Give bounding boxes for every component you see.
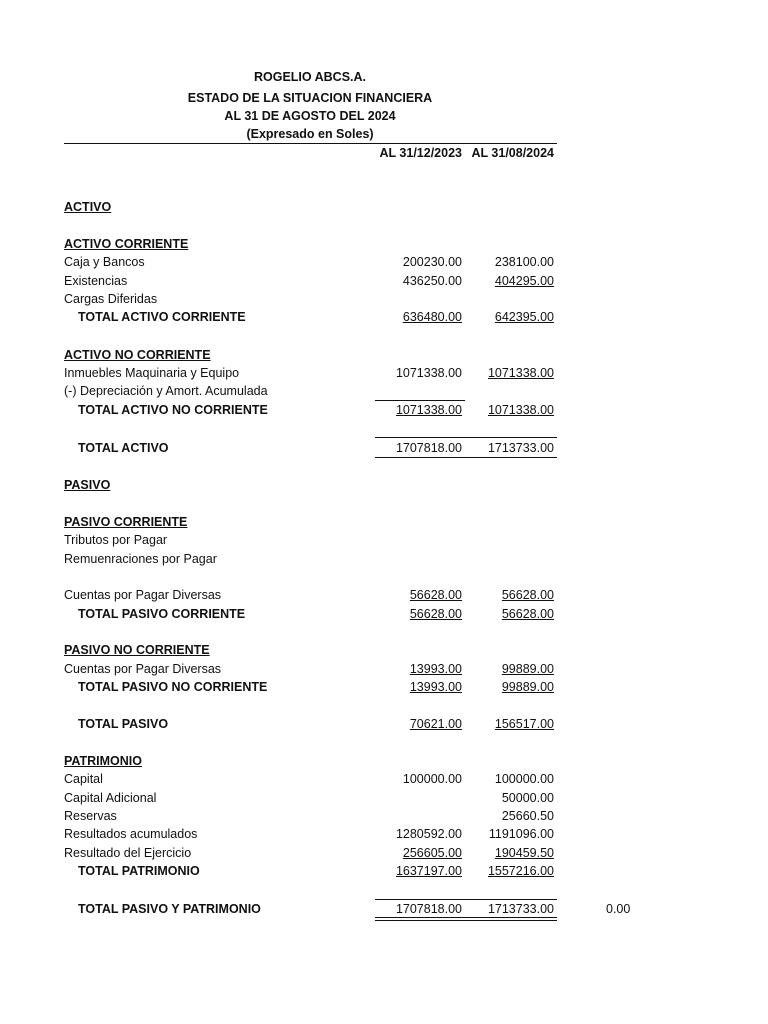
value-2024: 99889.00 [501, 680, 554, 694]
total-bottom-rule [375, 457, 557, 458]
value-2023: 1071338.00 [395, 403, 462, 417]
value-2024: 1713733.00 [487, 441, 554, 455]
total-label: TOTAL PASIVO Y PATRIMONIO [78, 902, 261, 916]
row-tributos [0, 533, 768, 551]
value-2024: 100000.00 [494, 772, 554, 786]
column-header-2023: AL 31/12/2023 [379, 146, 462, 160]
value-2024: 1557216.00 [487, 864, 554, 878]
row-label: Existencias [64, 274, 128, 288]
subsection-activo-corriente [0, 237, 768, 255]
subsection-pasivo-corriente [0, 515, 768, 533]
total-label: TOTAL PASIVO NO CORRIENTE [78, 680, 268, 694]
total-label: TOTAL PASIVO [78, 717, 169, 731]
header-rule [64, 143, 557, 144]
value-2023: 1071338.00 [395, 366, 462, 380]
row-label: Cuentas por Pagar Diversas [64, 588, 222, 602]
row-total-activo-corriente [0, 310, 768, 328]
row-label: Capital Adicional [64, 791, 157, 805]
row-label: Tributos por Pagar [64, 533, 168, 547]
subsection-title: PASIVO NO CORRIENTE [64, 643, 210, 657]
subsection-title: ACTIVO CORRIENTE [64, 237, 189, 251]
row-total-pasivo-no-corriente [0, 680, 768, 698]
value-2024: 1071338.00 [487, 403, 554, 417]
company-name: ROGELIO ABCS.A. [253, 70, 367, 84]
row-existencias [0, 274, 768, 292]
subsection-title: ACTIVO NO CORRIENTE [64, 348, 211, 362]
value-2023: 56628.00 [409, 588, 462, 602]
row-resultado-ejercicio [0, 846, 768, 864]
value-2024: 156517.00 [494, 717, 554, 731]
row-label: Cargas Diferidas [64, 292, 158, 306]
subsection-pasivo-no-corriente [0, 643, 768, 661]
value-2023: 1637197.00 [395, 864, 462, 878]
row-remuneraciones [0, 552, 768, 570]
row-label: Remuenraciones por Pagar [64, 552, 217, 566]
value-2024: 25660.50 [501, 809, 554, 823]
row-caja-bancos [0, 255, 768, 273]
value-2024: 1071338.00 [487, 366, 554, 380]
subsection-title: PASIVO CORRIENTE [64, 515, 188, 529]
difference-check: 0.00 [606, 902, 631, 916]
statement-date: AL 31 DE AGOSTO DEL 2024 [224, 109, 396, 123]
column-header-2024: AL 31/08/2024 [471, 146, 554, 160]
value-2024: 1713733.00 [487, 902, 554, 916]
total-label: TOTAL PATRIMONIO [78, 864, 200, 878]
grand-total-top-rule [375, 899, 557, 900]
row-label: Cuentas por Pagar Diversas [64, 662, 222, 676]
value-2024: 190459.50 [494, 846, 554, 860]
row-label: (-) Depreciación y Amort. Acumulada [64, 384, 268, 398]
section-title: ACTIVO [64, 200, 112, 214]
row-total-pasivo [0, 717, 768, 735]
value-2023: 256605.00 [402, 846, 462, 860]
value-2024: 99889.00 [501, 662, 554, 676]
row-capital [0, 772, 768, 790]
row-total-activo-no-corriente [0, 403, 768, 421]
section-patrimonio [0, 754, 768, 772]
row-label: Resultados acumulados [64, 827, 198, 841]
row-label: Capital [64, 772, 103, 786]
currency-note: (Expresado en Soles) [246, 127, 374, 141]
value-2023: 13993.00 [409, 680, 462, 694]
value-2023: 13993.00 [409, 662, 462, 676]
value-2023: 70621.00 [409, 717, 462, 731]
row-label: Caja y Bancos [64, 255, 145, 269]
section-title: PASIVO [64, 478, 111, 492]
row-total-pasivo-corriente [0, 607, 768, 625]
total-label: TOTAL ACTIVO NO CORRIENTE [78, 403, 268, 417]
value-2023: 200230.00 [402, 255, 462, 269]
row-label: Inmuebles Maquinaria y Equipo [64, 366, 240, 380]
section-pasivo [0, 478, 768, 496]
value-2023: 1280592.00 [395, 827, 462, 841]
row-cargas-diferidas [0, 292, 768, 310]
value-2023: 636480.00 [402, 310, 462, 324]
value-2024: 404295.00 [494, 274, 554, 288]
subtotal-rule [375, 400, 465, 401]
value-2024: 642395.00 [494, 310, 554, 324]
row-label: Resultado del Ejercicio [64, 846, 192, 860]
row-total-patrimonio [0, 864, 768, 882]
value-2024: 50000.00 [501, 791, 554, 805]
value-2024: 1191096.00 [488, 827, 554, 841]
row-inmuebles [0, 366, 768, 384]
value-2024: 238100.00 [494, 255, 554, 269]
value-2023: 1707818.00 [395, 441, 462, 455]
grand-total-double-rule [375, 917, 557, 921]
section-title: PATRIMONIO [64, 754, 143, 768]
section-activo [0, 200, 768, 218]
value-2023: 100000.00 [402, 772, 462, 786]
row-cuentas-pagar-no-corriente [0, 662, 768, 680]
row-cuentas-pagar-corriente [0, 588, 768, 606]
row-resultados-acumulados [0, 827, 768, 845]
total-label: TOTAL ACTIVO [78, 441, 169, 455]
value-2024: 56628.00 [501, 588, 554, 602]
value-2023: 1707818.00 [395, 902, 462, 916]
value-2023: 436250.00 [402, 274, 462, 288]
subsection-activo-no-corriente [0, 348, 768, 366]
value-2023: 56628.00 [409, 607, 462, 621]
value-2024: 56628.00 [501, 607, 554, 621]
total-label: TOTAL PASIVO CORRIENTE [78, 607, 246, 621]
statement-title: ESTADO DE LA SITUACION FINANCIERA [187, 91, 433, 105]
row-capital-adicional [0, 791, 768, 809]
row-label: Reservas [64, 809, 117, 823]
total-label: TOTAL ACTIVO CORRIENTE [78, 310, 246, 324]
row-reservas [0, 809, 768, 827]
total-top-rule [375, 437, 557, 438]
